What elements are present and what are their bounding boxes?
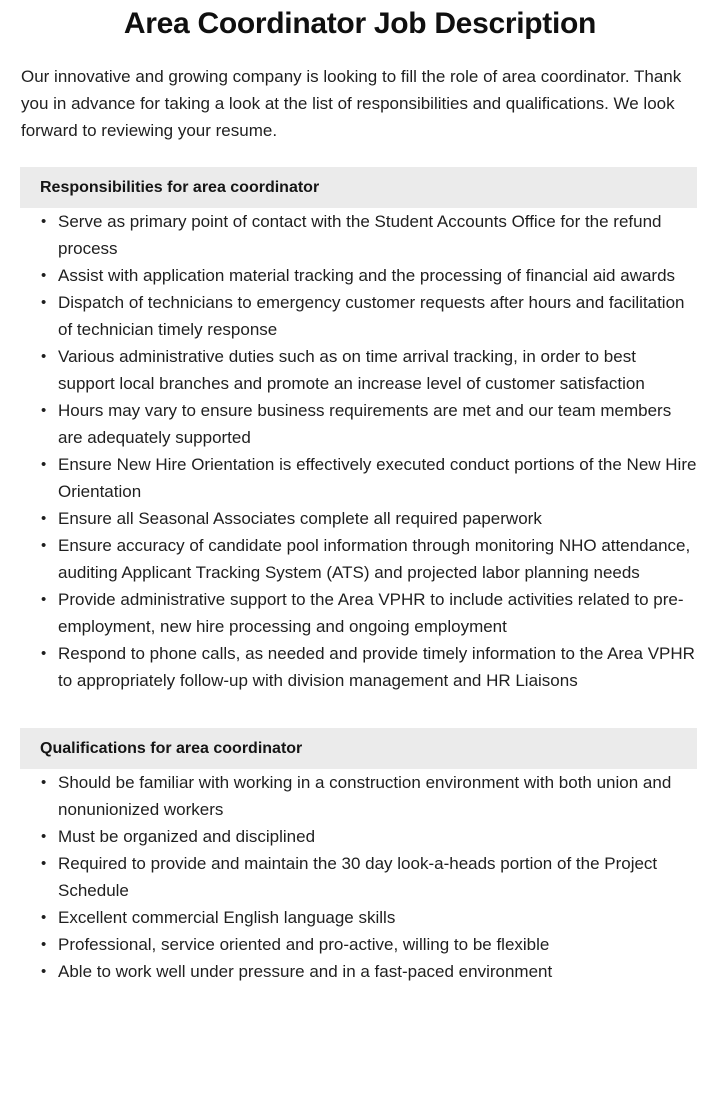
list-item: • Serve as primary point of contact with the Student Accounts Office for the refund process bbox=[0, 208, 720, 262]
list-item: • Respond to phone calls, as needed and provide timely information to the Area VPHR to appropriately follow-up with division management and HR Liaisons bbox=[0, 640, 720, 694]
intro-paragraph: Our innovative and growing company is looking to fill the role of area coordinator. Thank you in advance for taking a look at the list of responsibilities and qualifications. We look forward to reviewing your resume. bbox=[21, 67, 682, 140]
list-item: • Provide administrative support to the Area VPHR to include activities related to pre-employment, new hire processing and ongoing employment bbox=[0, 586, 720, 640]
section-qualifications bbox=[0, 728, 720, 985]
list-item: • Ensure New Hire Orientation is effectively executed conduct portions of the New Hire Orientation bbox=[0, 451, 720, 505]
list-item: • Ensure accuracy of candidate pool information through monitoring NHO attendance, auditing Applicant Tracking System (ATS) and projected labor planning needs bbox=[0, 532, 720, 586]
list-item: • Professional, service oriented and pro-active, willing to be flexible bbox=[0, 931, 720, 958]
list-item: • Should be familiar with working in a construction environment with both union and nonunionized workers bbox=[0, 769, 720, 823]
responsibilities-list bbox=[0, 208, 720, 694]
list-item: • Able to work well under pressure and in a fast-paced environment bbox=[0, 958, 720, 985]
list-item: • Ensure all Seasonal Associates complete all required paperwork bbox=[0, 505, 720, 532]
list-item: • Dispatch of technicians to emergency customer requests after hours and facilitation of technician timely response bbox=[0, 289, 720, 343]
list-item: • Assist with application material tracking and the processing of financial aid awards bbox=[0, 262, 720, 289]
list-item: • Required to provide and maintain the 30 day look-a-heads portion of the Project Schedule bbox=[0, 850, 720, 904]
page-title: Area Coordinator Job Description bbox=[123, 7, 597, 40]
list-item: • Excellent commercial English language skills bbox=[0, 904, 720, 931]
list-item: • Must be organized and disciplined bbox=[0, 823, 720, 850]
list-item: • Various administrative duties such as on time arrival tracking, in order to best support local branches and promote an increase level of customer satisfaction bbox=[0, 343, 720, 397]
section-responsibilities bbox=[0, 167, 720, 694]
list-item: • Hours may vary to ensure business requirements are met and our team members are adequately supported bbox=[0, 397, 720, 451]
section-header-qualifications: Qualifications for area coordinator bbox=[20, 728, 697, 769]
qualifications-list bbox=[0, 769, 720, 985]
section-header-responsibilities: Responsibilities for area coordinator bbox=[20, 167, 697, 208]
